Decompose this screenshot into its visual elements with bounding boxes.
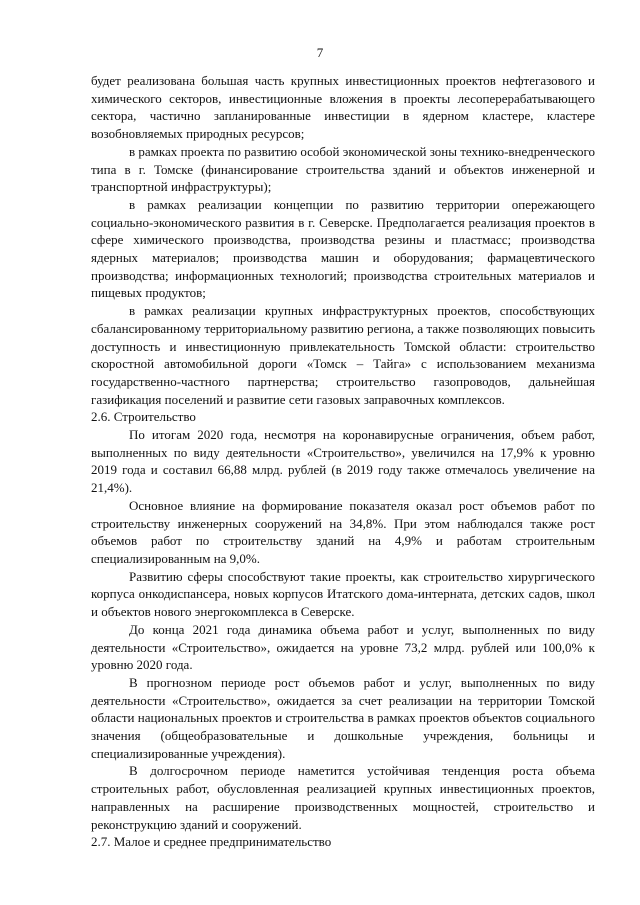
page-number: 7 — [316, 45, 324, 60]
section-heading: 2.6. Строительство — [91, 409, 196, 425]
paragraph: Развитию сферы способствуют такие проекты, как строительство хирургического корпуса онкодиспансера, новых корпусов Итатского дома-интерната, детских садов, школ и объектов нового энергокомплекса в Северске. — [91, 568, 595, 620]
document-body — [91, 72, 595, 851]
paragraph: в рамках проекта по развитию особой экономической зоны технико-внедренческого типа в г. Томске (финансирование строительства зданий и объектов инженерной и транспортной инфраструктуры); — [91, 143, 595, 195]
paragraph: До конца 2021 года динамика объема работ и услуг, выполненных по виду деятельности «Строительство», ожидается на уровне 73,2 млрд. рублей или 100,0% к уровню 2020 года. — [91, 621, 595, 673]
section-heading: 2.7. Малое и среднее предпринимательство — [91, 834, 332, 850]
paragraph: Основное влияние на формирование показателя оказал рост объемов работ по строительству инженерных сооружений на 34,8%. При этом наблюдался также рост объемов работ по строительству зданий на 4,9% и работам строительным специализированным на 9,0%. — [91, 497, 595, 566]
paragraph: В прогнозном периоде рост объемов работ и услуг, выполненных по виду деятельности «Строительство», ожидается за счет реализации на территории Томской области национальных проектов и строительства в рамках проектов объектов социального значения (общеобразовательные и дошкольные учреждения, больницы и специализированные учреждения). — [91, 674, 595, 761]
paragraph: В долгосрочном периоде наметится устойчивая тенденция роста объема строительных работ, обусловленная реализацией крупных инвестиционных проектов, направленных на расширение производственных мощностей, строительство и реконструкцию зданий и сооружений. — [91, 763, 595, 832]
paragraph: в рамках реализации концепции по развитию территории опережающего социально-экономического развития в г. Северске. Предполагается реализация проектов в сфере химического производства, производства резины и пластмасс; производства ядерных материалов; производства машин и оборудования; фармацевтического производства; информационных технологий; производства строительных материалов и пищевых продуктов; — [91, 196, 595, 301]
paragraph: По итогам 2020 года, несмотря на коронавирусные ограничения, объем работ, выполненных по виду деятельности «Строительство», увеличился на 17,9% к уровню 2019 года и составил 66,88 млрд. рублей (в 2019 году также отмечалось увеличение на 21,4%). — [91, 427, 595, 496]
paragraph: в рамках реализации крупных инфраструктурных проектов, способствующих сбалансированному территориальному развитию региона, а также позволяющих повысить доступность и инвестиционную привлекательность Томской области: строительство скоростной автомобильной дороги «Томск – Тайга» с использованием механизма государственно-частного партнерства; строительство газопроводов, дальнейшая газификация поселений и развитие сети газовых заправочных комплексов. — [91, 303, 595, 407]
paragraph: будет реализована большая часть крупных инвестиционных проектов нефтегазового и химического секторов, инвестиционные вложения в проекты лесоперерабатывающего сектора, частично запланированные инвестиции в ядерном кластере, кластере возобновляемых природных ресурсов; — [91, 73, 595, 142]
